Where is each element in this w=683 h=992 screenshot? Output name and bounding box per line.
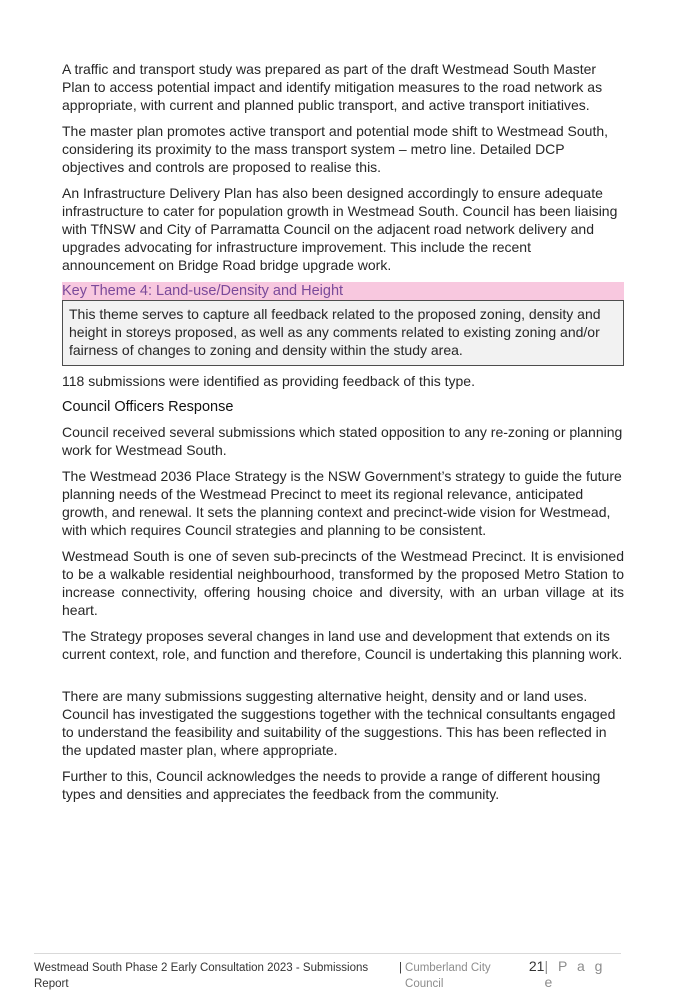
footer-document-title: Westmead South Phase 2 Early Consultation 2023 - Submissions Report: [34, 962, 369, 990]
footer-separator: |: [399, 962, 403, 974]
page-footer: [34, 953, 621, 992]
key-theme-description: This theme serves to capture all feedback related to the proposed zoning, density and height in storeys proposed, as well as any comments related to existing zoning and/or fairness of changes to zoning and density within the study area.: [69, 306, 601, 358]
footer-organisation: Cumberland City Council: [405, 962, 491, 990]
response-paragraph-3: Westmead South is one of seven sub-precincts of the Westmead Precinct. It is envisioned to be a walkable residential neighbourhood, transformed by the proposed Metro Station to increase connectivity, offering housing choice and diversity, with an urban village at its heart.: [62, 548, 624, 618]
council-response-heading: Council Officers Response: [62, 399, 234, 415]
response-paragraph-4: The Strategy proposes several changes in land use and development that extends on its current context, role, and function and therefore, Council is undertaking this planning work.: [62, 628, 623, 662]
submissions-count: 118 submissions were identified as providing feedback of this type.: [62, 373, 475, 389]
key-theme-description-box: [62, 300, 624, 366]
key-theme-heading: Key Theme 4: Land-use/Density and Height: [62, 282, 624, 300]
footer-page-label: | P a g e: [544, 958, 606, 990]
response-paragraph-2: The Westmead 2036 Place Strategy is the NSW Government’s strategy to guide the future planning needs of the Westmead Precinct to meet its regional relevance, anticipated growth, and renewal. It sets the planning context and precinct-wide vision for Westmead, with which requires Council strategies and planning to be consistent.: [62, 468, 622, 538]
page-content: [62, 60, 624, 811]
paragraph-spacer: [62, 671, 624, 687]
paragraph-active-transport: The master plan promotes active transport and potential mode shift to Westmead South, considering its proximity to the mass transport system – metro line. Detailed DCP objectives and controls are proposed to realise this.: [62, 123, 609, 175]
response-paragraph-5: There are many submissions suggesting alternative height, density and or land uses. Council has investigated the suggestions together with the technical consultants engaged to understand the feasibility and suitability of the suggestions. This has been reflected in the updated master plan, where appropriate.: [62, 688, 616, 758]
footer-page-number: 21: [528, 958, 545, 974]
paragraph-transport-study: A traffic and transport study was prepared as part of the draft Westmead South Master Plan to access potential impact and identify mitigation measures to the road network as appropriate, with current and planned public transport, and active transport initiatives.: [62, 61, 603, 113]
response-paragraph-1: Council received several submissions which stated opposition to any re-zoning or planning work for Westmead South.: [62, 424, 623, 458]
paragraph-infrastructure-plan: An Infrastructure Delivery Plan has also been designed accordingly to ensure adequate infrastructure to cater for population growth in Westmead South. Council has been liaising with TfNSW and City of Parramatta Council on the adjacent road network delivery and upgrades advocating for infrastructure improvement. This include the recent announcement on Bridge Road bridge upgrade work.: [62, 185, 618, 273]
response-paragraph-6: Further to this, Council acknowledges the needs to provide a range of different housing types and densities and appreciates the feedback from the community.: [62, 768, 601, 802]
